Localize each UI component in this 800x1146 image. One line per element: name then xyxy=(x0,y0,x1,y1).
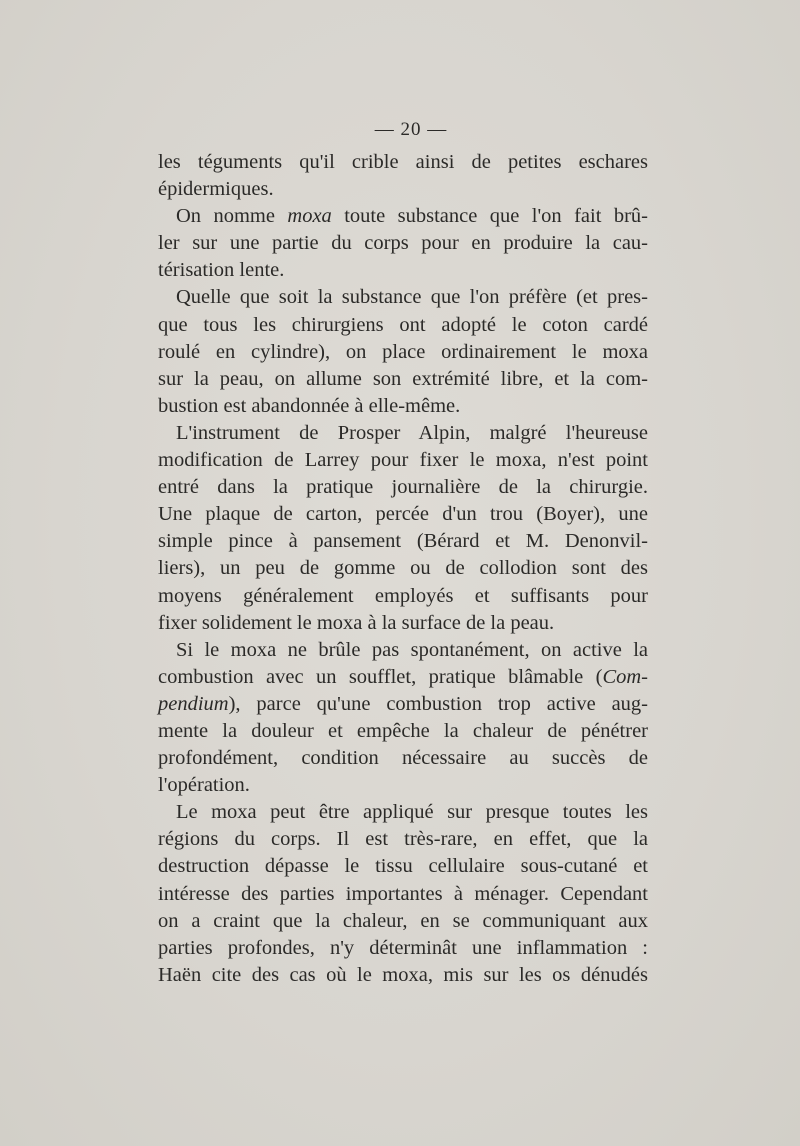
text-line: Haën cite des cas où le moxa, mis sur les os dénudés xyxy=(158,963,648,986)
text-line: roulé en cylindre), on place ordinairement le moxa xyxy=(158,340,648,363)
text-line: les téguments qu'il crible ainsi de petites eschares xyxy=(158,151,648,173)
text-line: épidermiques. xyxy=(158,178,274,201)
text-line: intéresse des parties importantes à ménager. Cependant xyxy=(158,882,648,905)
text-line: modification de Larrey pour fixer le moxa, n'est point xyxy=(158,449,648,472)
text-line: moyens généralement employés et suffisants pour xyxy=(158,584,648,607)
text-line: simple pince à pansement (Bérard et M. Denonvil- xyxy=(158,530,648,553)
text-line: térisation lente. xyxy=(158,259,285,282)
text-line: l'opération. xyxy=(158,774,250,797)
text-line: Le moxa peut être appliqué sur presque toutes les xyxy=(176,801,648,824)
text-line: destruction dépasse le tissu cellulaire sous-cutané et xyxy=(158,855,648,878)
text-line: on a craint que la chaleur, en se communiquant aux xyxy=(158,909,648,932)
text-line: ler sur une partie du corps pour en produire la cau- xyxy=(158,232,648,255)
text-line: pendium), parce qu'une combustion trop active aug- xyxy=(158,692,648,715)
page-number: — 20 — xyxy=(374,119,448,140)
text-line: Quelle que soit la substance que l'on préfère (et pres- xyxy=(176,286,648,309)
text-line: Si le moxa ne brûle pas spontanément, on active la xyxy=(176,638,648,661)
text-line: On nomme moxa toute substance que l'on fait brû- xyxy=(176,205,649,228)
text-line: liers), un peu de gomme ou de collodion sont des xyxy=(158,557,648,580)
text-line: régions du corps. Il est très-rare, en effet, que la xyxy=(158,828,648,851)
text-line: fixer solidement le moxa à la surface de la peau. xyxy=(158,611,555,634)
text-line: combustion avec un soufflet, pratique blâmable (Com- xyxy=(158,665,648,688)
text-line: parties profondes, n'y déterminât une inflammation : xyxy=(158,936,648,959)
text-line: mente la douleur et empêche la chaleur de pénétrer xyxy=(158,719,648,742)
body-text xyxy=(158,149,648,989)
text-line: L'instrument de Prosper Alpin, malgré l'heureuse xyxy=(176,421,648,444)
text-line: Une plaque de carton, percée d'un trou (Boyer), une xyxy=(158,503,648,526)
text-line: entré dans la pratique journalière de la chirurgie. xyxy=(158,476,648,499)
text-line: profondément, condition nécessaire au succès de xyxy=(158,747,648,770)
text-line: bustion est abandonnée à elle-même. xyxy=(158,394,461,417)
text-line: sur la peau, on allume son extrémité libre, et la com- xyxy=(158,367,648,390)
book-page xyxy=(158,116,648,989)
text-line: que tous les chirurgiens ont adopté le coton cardé xyxy=(158,313,648,336)
